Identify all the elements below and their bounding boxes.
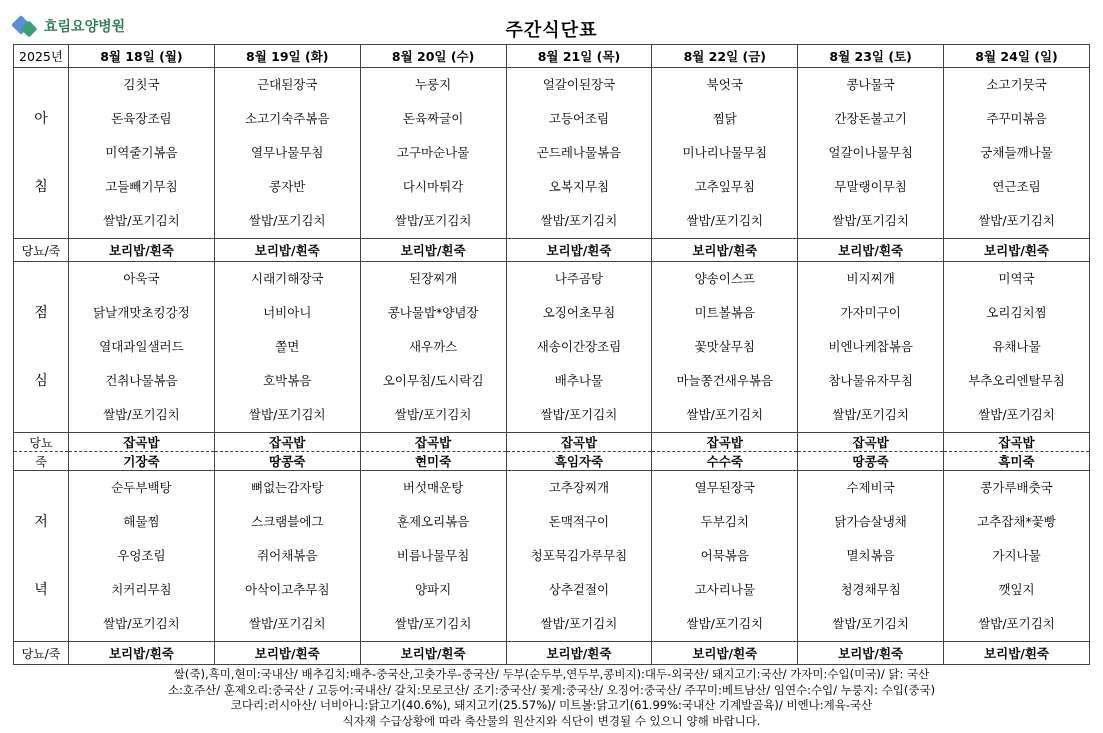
menu-item: 고들빼기무침: [105, 179, 178, 194]
lunch-porridge-value: 수수죽: [652, 452, 798, 471]
breakfast-day-cell: [506, 68, 652, 239]
lunch-diabetic-value: 잡곡밥: [652, 433, 798, 452]
menu-item: 쌀밥/포기김치: [248, 616, 326, 631]
menu-item: 뼈없는감자탕: [251, 480, 324, 495]
menu-item: 비름나물무침: [396, 548, 470, 563]
lunch-porridge-row: [14, 452, 1090, 471]
dinner-day-cell: [652, 471, 798, 642]
menu-item: 소고기뭇국: [986, 77, 1047, 92]
lunch-porridge-value: 땅콩죽: [798, 452, 944, 471]
dinner-diabetic-value: 보리밥/흰죽: [652, 642, 798, 665]
lunch-day-cell: [360, 262, 506, 433]
lunch-diabetic-value: 잡곡밥: [944, 433, 1090, 452]
menu-item: 고추잡채*꽃빵: [977, 514, 1056, 529]
menu-item: 고등어조림: [548, 111, 610, 126]
menu-item: 상추겉절이: [548, 582, 610, 597]
menu-item: 북엇국: [706, 77, 743, 92]
menu-item: 새송이간장조림: [536, 339, 622, 354]
lunch-diabetic-value: 잡곡밥: [214, 433, 360, 452]
dinner-diabetic-value: 보리밥/흰죽: [69, 642, 215, 665]
menu-item: 콩나물국: [846, 77, 895, 92]
day-header: 8월 21일 (목): [506, 45, 652, 68]
menu-item: 콩가루배춧국: [980, 480, 1053, 495]
menu-item: 얼갈이나물무침: [828, 145, 913, 160]
menu-item: 고구마순나물: [396, 145, 470, 160]
menu-item: 쌀밥/포기김치: [394, 616, 472, 631]
hospital-name: 효림요양병원: [44, 19, 126, 35]
menu-item: 훈제오리볶음: [396, 514, 470, 529]
header-row: [14, 45, 1090, 68]
menu-item: 배추나물: [554, 373, 604, 388]
lunch-porridge-value: 현미죽: [360, 452, 506, 471]
menu-item: 열무된장국: [694, 480, 755, 495]
lunch-label: [14, 262, 69, 433]
menu-item: 비엔나케찹볶음: [828, 339, 913, 354]
lunch-day-cell: [798, 262, 944, 433]
menu-item: 비지찌개: [846, 271, 895, 286]
menu-item: 미트볼볶음: [694, 305, 755, 320]
breakfast-diabetic-value: 보리밥/흰죽: [69, 239, 215, 262]
lunch-day-cell: [652, 262, 798, 433]
breakfast-day-cell: [798, 68, 944, 239]
breakfast-diabetic-label: 당뇨/죽: [14, 239, 69, 262]
menu-item: 두부김치: [700, 514, 749, 529]
menu-item: 다시마튀각: [402, 179, 464, 194]
menu-item: 꽃맛살무침: [694, 339, 755, 354]
lunch-row: [14, 262, 1090, 433]
day-header: 8월 23일 (토): [798, 45, 944, 68]
lunch-day-cell: [69, 262, 215, 433]
dinner-day-cell: [798, 471, 944, 642]
menu-item: 쌀밥/포기김치: [394, 213, 472, 228]
breakfast-diabetic-value: 보리밥/흰죽: [798, 239, 944, 262]
dinner-diabetic-row: [14, 642, 1090, 665]
menu-item: 스크램블에그: [251, 514, 324, 529]
menu-item: 고추잎무침: [694, 179, 755, 194]
menu-item: 어묵볶음: [700, 548, 749, 563]
menu-item: 근대된장국: [257, 77, 318, 92]
menu-item: 버섯매운탕: [402, 480, 464, 495]
menu-item: 미나리나물무침: [682, 145, 768, 160]
dinner-day-cell: [506, 471, 652, 642]
menu-item: 쌀밥/포기김치: [540, 616, 618, 631]
menu-item: 쌀밥/포기김치: [248, 407, 326, 422]
menu-item: 쌀밥/포기김치: [978, 616, 1055, 631]
day-header: 8월 20일 (수): [360, 45, 506, 68]
menu-item: 쌀밥/포기김치: [832, 213, 909, 228]
breakfast-label: [14, 68, 69, 239]
menu-item: 쌀밥/포기김치: [103, 407, 180, 422]
menu-item: 수제비국: [846, 480, 895, 495]
dinner-diabetic-value: 보리밥/흰죽: [360, 642, 506, 665]
menu-item: 유채나물: [992, 339, 1041, 354]
menu-item: 닭날개맛초킹강정: [93, 305, 190, 320]
menu-item: 쌀밥/포기김치: [686, 213, 764, 228]
menu-item: 깻잎지: [998, 582, 1035, 597]
day-header: 8월 18일 (월): [69, 45, 215, 68]
lunch-day-cell: [944, 262, 1090, 433]
menu-item: 오이무침/도시락김: [382, 373, 484, 388]
lunch-porridge-value: 기장죽: [69, 452, 215, 471]
menu-item: 아욱국: [123, 271, 160, 286]
menu-item: 쫄면: [275, 339, 300, 354]
menu-item: 쌀밥/포기김치: [103, 616, 180, 631]
menu-item: 청포묵김가루무침: [530, 548, 628, 563]
breakfast-diabetic-value: 보리밥/흰죽: [214, 239, 360, 262]
menu-item: 나주곰탕: [554, 271, 604, 286]
page-title: 주간식단표: [505, 20, 598, 41]
menu-item: 청경채무침: [840, 582, 901, 597]
breakfast-day-cell: [652, 68, 798, 239]
dinner-day-cell: [944, 471, 1090, 642]
breakfast-label-char: 아: [34, 111, 48, 127]
menu-item: 새우까스: [408, 339, 458, 354]
menu-item: 소고기숙주볶음: [245, 111, 330, 126]
menu-item: 고추장찌개: [548, 480, 610, 495]
menu-item: 너비아니: [263, 305, 312, 320]
menu-item: 김칫국: [123, 77, 160, 92]
menu-item: 누룽지: [414, 77, 452, 92]
menu-item: 쌀밥/포기김치: [832, 407, 909, 422]
menu-item: 건취나물볶음: [105, 373, 178, 388]
menu-item: 호박볶음: [263, 373, 312, 388]
menu-item: 미역국: [998, 271, 1035, 286]
menu-item: 연근조림: [992, 179, 1041, 194]
menu-item: 쌀밥/포기김치: [978, 407, 1055, 422]
menu-item: 된장찌개: [408, 271, 458, 286]
menu-item: 돈육짜글이: [402, 111, 464, 126]
dinner-diabetic-label: 당뇨/죽: [14, 642, 69, 665]
day-header: 8월 22일 (금): [652, 45, 798, 68]
menu-item: 쥐어채볶음: [257, 548, 318, 563]
menu-item: 찜닭: [712, 111, 737, 126]
menu-item: 마늘쫑건새우볶음: [676, 373, 774, 388]
origin-notice: [0, 667, 1103, 729]
lunch-diabetic-value: 잡곡밥: [69, 433, 215, 452]
lunch-diabetic-value: 잡곡밥: [506, 433, 652, 452]
lunch-label-char: 심: [34, 373, 48, 389]
menu-item: 쌀밥/포기김치: [394, 407, 472, 422]
menu-item: 돈맥적구이: [548, 514, 610, 529]
menu-item: 곤드레나물볶음: [536, 145, 622, 160]
dinner-label-char: 저: [34, 514, 48, 530]
menu-item: 쌀밥/포기김치: [686, 407, 764, 422]
dinner-day-cell: [214, 471, 360, 642]
breakfast-diabetic-value: 보리밥/흰죽: [944, 239, 1090, 262]
breakfast-day-cell: [944, 68, 1090, 239]
lunch-day-cell: [214, 262, 360, 433]
lunch-porridge-value: 흑임자죽: [506, 452, 652, 471]
menu-item: 쌀밥/포기김치: [248, 213, 326, 228]
notice-line: 식자재 수급상황에 따라 축산물의 원산지와 식단이 변경될 수 있으니 양해 바랍니다.: [342, 713, 761, 728]
lunch-diabetic-value: 잡곡밥: [798, 433, 944, 452]
menu-item: 치커리무침: [111, 582, 172, 597]
year-cell: 2025년: [14, 45, 69, 68]
dinner-day-cell: [69, 471, 215, 642]
menu-item: 양파지: [414, 582, 452, 597]
menu-item: 오리김치찜: [986, 305, 1047, 320]
menu-item: 우엉조림: [117, 548, 166, 563]
menu-item: 주꾸미볶음: [986, 111, 1047, 126]
breakfast-diabetic-value: 보리밥/흰죽: [506, 239, 652, 262]
menu-item: 궁채들깨나물: [980, 145, 1053, 160]
menu-item: 쌀밥/포기김치: [540, 213, 618, 228]
menu-item: 미역줄기볶음: [105, 145, 178, 160]
menu-item: 얼갈이된장국: [542, 77, 616, 92]
menu-item: 쌀밥/포기김치: [686, 616, 764, 631]
menu-item: 콩나물밥*양념장: [387, 305, 479, 320]
lunch-porridge-label: 죽: [14, 452, 69, 471]
menu-item: 쌀밥/포기김치: [540, 407, 618, 422]
breakfast-row: [14, 68, 1090, 239]
dinner-diabetic-value: 보리밥/흰죽: [214, 642, 360, 665]
menu-item: 멸치볶음: [846, 548, 895, 563]
menu-item: 콩자반: [269, 179, 306, 194]
dinner-diabetic-value: 보리밥/흰죽: [944, 642, 1090, 665]
origin-line: 쌀(죽),흑미,현미:국내산/ 배추김치:배추-중국산,고춧가루-중국산/ 두부(순두부,연두부,콩비지):대두-외국산/ 돼지고기:국산/ 가자미:수입(미국)/ 닭: 국산: [173, 667, 930, 681]
menu-item: 해물찜: [123, 514, 160, 529]
breakfast-label-char: 침: [34, 179, 48, 195]
breakfast-day-cell: [214, 68, 360, 239]
menu-item: 부추오리엔탈무침: [968, 373, 1065, 388]
weekly-menu-table: [13, 44, 1090, 665]
menu-item: 무말랭이무침: [834, 179, 907, 194]
lunch-diabetic-row: [14, 433, 1090, 452]
menu-item: 쌀밥/포기김치: [978, 213, 1055, 228]
menu-item: 오복지무침: [548, 179, 610, 194]
menu-item: 돈육장조림: [111, 111, 172, 126]
menu-item: 순두부백탕: [111, 480, 172, 495]
menu-item: 간장돈불고기: [834, 111, 907, 126]
menu-item: 시래기해장국: [251, 271, 324, 286]
dinner-day-cell: [360, 471, 506, 642]
lunch-porridge-value: 땅콩죽: [214, 452, 360, 471]
lunch-diabetic-label: 당뇨: [14, 433, 69, 452]
lunch-diabetic-value: 잡곡밥: [360, 433, 506, 452]
dinner-diabetic-value: 보리밥/흰죽: [798, 642, 944, 665]
menu-item: 닭가슴살냉채: [834, 514, 907, 529]
breakfast-day-cell: [360, 68, 506, 239]
menu-item: 가자미구이: [840, 305, 901, 320]
menu-item: 오징어초무침: [542, 305, 616, 320]
menu-item: 참나물유자무침: [828, 373, 913, 388]
dinner-label-char: 녁: [34, 582, 48, 598]
origin-line: 코다리:러시아산/ 너비아니:닭고기(40.6%), 돼지고기(25.57%)/ 미트볼:닭고기(61.99%:국내산 기계발골육)/ 비엔나:계육-국산: [230, 698, 873, 712]
menu-item: 양송이스프: [694, 271, 755, 286]
menu-item: 열대과일샐러드: [99, 339, 184, 354]
menu-item: 쌀밥/포기김치: [103, 213, 180, 228]
menu-item: 고사리나물: [694, 582, 755, 597]
breakfast-diabetic-value: 보리밥/흰죽: [360, 239, 506, 262]
dinner-row: [14, 471, 1090, 642]
breakfast-diabetic-value: 보리밥/흰죽: [652, 239, 798, 262]
day-header: 8월 24일 (일): [944, 45, 1090, 68]
menu-item: 가지나물: [992, 548, 1041, 563]
breakfast-day-cell: [69, 68, 215, 239]
menu-item: 아삭이고추무침: [245, 582, 330, 597]
breakfast-diabetic-row: [14, 239, 1090, 262]
day-header: 8월 19일 (화): [214, 45, 360, 68]
lunch-label-char: 점: [34, 305, 48, 321]
menu-item: 쌀밥/포기김치: [832, 616, 909, 631]
origin-line: 소:호주산/ 훈제오리:중국산 / 고등어:국내산/ 갈치:모로코산/ 조기:중국산/ 꽃게:중국산/ 오징어:중국산/ 주꾸미:베트남산/ 임연수:수입/ 누룽지: 수입(중국): [167, 682, 936, 697]
lunch-porridge-value: 흑미죽: [944, 452, 1090, 471]
menu-item: 열무나물무침: [251, 145, 324, 160]
dinner-diabetic-value: 보리밥/흰죽: [506, 642, 652, 665]
dinner-label: [14, 471, 69, 642]
lunch-day-cell: [506, 262, 652, 433]
